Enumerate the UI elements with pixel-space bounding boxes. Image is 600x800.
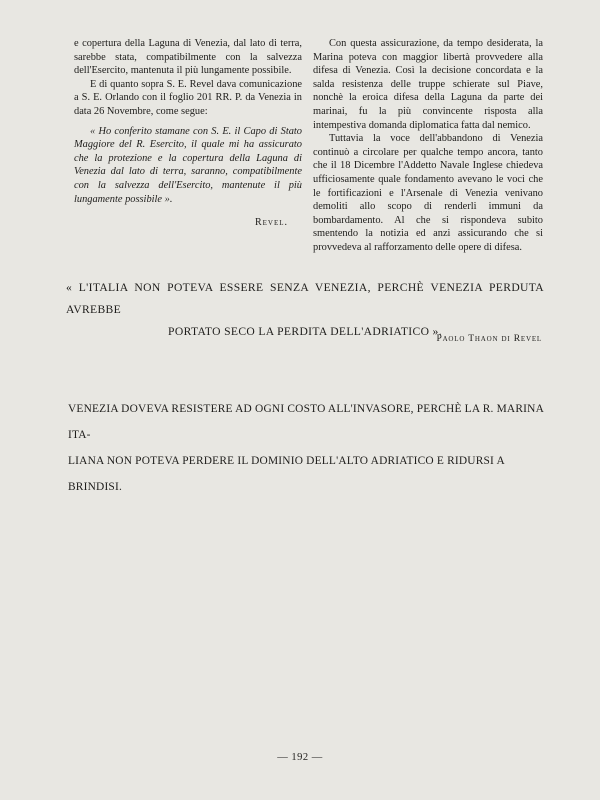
right-column bbox=[313, 37, 543, 255]
left-column bbox=[74, 37, 302, 230]
revel-quote-line-1: « L'ITALIA NON POTEVA ESSERE SENZA VENEZIA, PERCHÈ VENEZIA PERDUTA AVREBBE bbox=[66, 281, 544, 316]
revel-quote-line-2: PORTATO SECO LA PERDITA DELL'ADRIATICO ». bbox=[168, 325, 442, 338]
right-paragraph-1: Con questa assicurazione, da tempo desiderata, la Marina poteva con maggior libertà provvedere alla difesa di Venezia. Così la decisione concordata e la salda resistenza delle truppe schierate sul Piave, nonchè la eroica difesa della Laguna da parte dei marinai, fu la più convincente risposta alla intempestiva domanda diplomatica fatta dal nemico. bbox=[313, 38, 543, 131]
closing-statement bbox=[68, 396, 544, 500]
quote-attribution: Paolo Thaon di Revel bbox=[436, 333, 542, 344]
statement-line-2: LIANA NON POTEVA PERDERE IL DOMINIO DELL'ALTO ADRIATICO E RIDURSI A BRINDISI. bbox=[68, 455, 505, 493]
right-paragraph-2: Tuttavia la voce dell'abbandono di Venezia continuò a circolare per qualche tempo ancora, tanto che il 18 Dicembre l'Addetto Navale Inglese chiedeva ufficiosamente quale fondamento avevano le voci che le fortificazioni e l'Arsenale di Venezia venivano demoliti allo scopo di renderli immuni da bombardamento. Al che si rispondeva subito smentendo la notizia ed anzi assicurando che si provvedeva al rafforzamento delle opere di difesa. bbox=[313, 133, 543, 253]
page-number: — 192 — bbox=[277, 752, 323, 763]
left-paragraph-2: E di quanto sopra S. E. Revel dava comunicazione a S. E. Orlando con il foglio 201 RR. P. da Venezia in data 26 Novembre, come segue: bbox=[74, 78, 302, 117]
statement-line-1: VENEZIA DOVEVA RESISTERE AD OGNI COSTO ALL'INVASORE, PERCHÈ LA R. MARINA ITA- bbox=[68, 403, 544, 441]
left-paragraph-1: e copertura della Laguna di Venezia, dal lato di terra, sarebbe stata, compatibilmente con la salvezza dell'Esercito, mantenuta il più lungamente possibile. bbox=[74, 38, 302, 77]
quoted-letter: « Ho conferito stamane con S. E. il Capo di Stato Maggiore del R. Esercito, il quale mi ha assicurato che la protezione e la copertura della Laguna di Venezia dal lato di terra, saranno, compatibilmente con la salvezza dell'Esercito, mantenute il più lungamente possibile ». bbox=[74, 125, 302, 205]
letter-signature: Revel. bbox=[254, 217, 288, 229]
